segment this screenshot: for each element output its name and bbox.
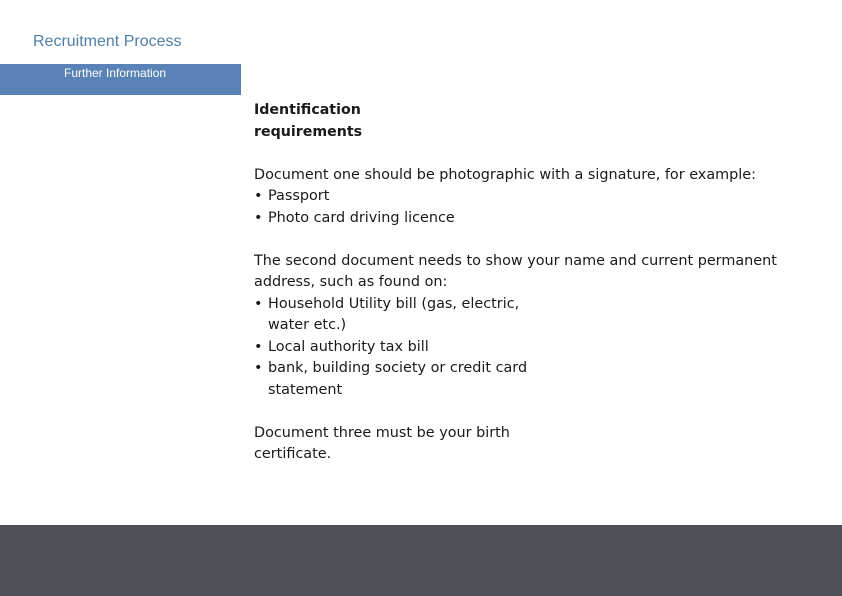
section-label: Further Information: [64, 66, 167, 80]
list-item: • bank, building society or credit card statement: [254, 358, 554, 401]
doc-one-list: [254, 186, 814, 229]
main-content: [254, 100, 814, 466]
list-item: • Passport: [254, 186, 814, 208]
doc-two-intro: The second document needs to show your name and current permanent address, such as found on:: [254, 252, 777, 290]
list-item: • Local authority tax bill: [254, 337, 554, 359]
content-heading: Identification requirements: [254, 102, 363, 140]
page-title: Recruitment Process: [33, 33, 182, 50]
list-item: • Household Utility bill (gas, electric, water etc.): [254, 294, 554, 337]
doc-three-text: Document three must be your birth certificate.: [254, 424, 510, 462]
footer-bar: [0, 525, 842, 596]
doc-two-list: [254, 294, 554, 402]
list-item: • Photo card driving licence: [254, 208, 814, 230]
section-header-bar: [0, 64, 241, 95]
doc-one-intro: Document one should be photographic with a signature, for example:: [254, 166, 756, 183]
